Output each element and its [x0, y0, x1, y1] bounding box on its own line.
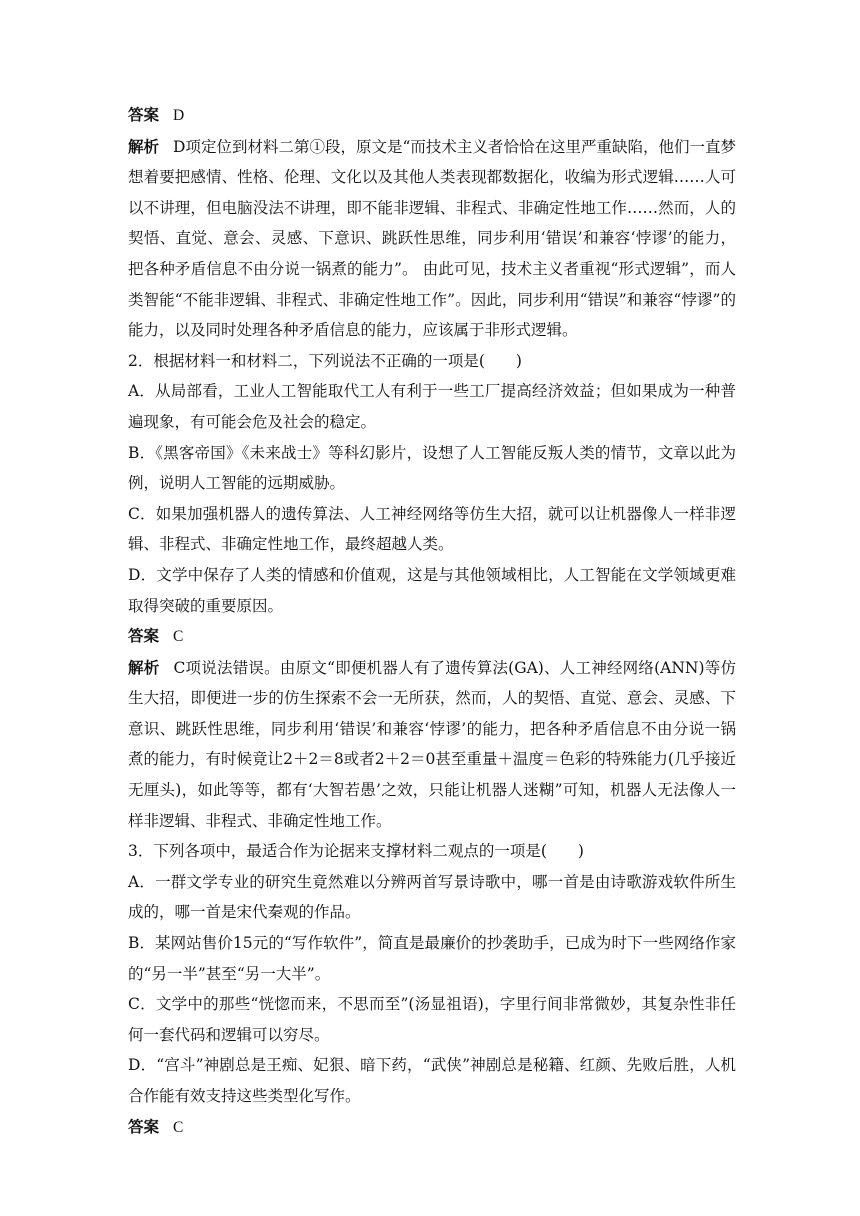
- analysis-label: 解析: [128, 137, 160, 156]
- question-2-stem: 2．根据材料一和材料二，下列说法不正确的一项是( ): [128, 351, 522, 370]
- answer-line: [128, 1112, 736, 1144]
- question-2-option-a: A．从局部看，工业人工智能取代工人有利于一些工厂提高经济效益；但如果成为一种普遍现象，有可能会危及社会的稳定。: [128, 382, 736, 431]
- analysis-paragraph: [128, 132, 736, 346]
- analysis-paragraph: [128, 653, 736, 837]
- question-3-option-a: A．一群文学专业的研究生竟然难以分辨两首写景诗歌中，哪一首是由诗歌游戏软件所生成的，哪一首是宋代秦观的作品。: [128, 872, 736, 922]
- question-3-option-d: D．“宫斗”神剧总是王痴、妃狠、暗下药，“武侠”神剧总是秘籍、红颜、先败后胜，人机合作能有效支持这些类型化写作。: [128, 1056, 736, 1105]
- question-3-option-c: C．文学中的那些“恍惚而来，不思而至”(汤显祖语)，字里行间非常微妙，其复杂性非任何一套代码和逻辑可以穷尽。: [128, 995, 736, 1044]
- answer-label: 答案: [128, 106, 160, 124]
- analysis-label: 解析: [128, 658, 160, 677]
- answer-label: 答案: [128, 627, 160, 646]
- answer-line: [128, 621, 736, 653]
- document-page: [128, 100, 736, 1143]
- answer-value: C: [173, 628, 184, 646]
- answer-line: [128, 100, 736, 132]
- analysis-text: D项定位到材料二第①段，原文是“而技术主义者恰恰在这里严重缺陷，他们一直梦想着要把感情、性格、伦理、文化以及其他人类表现都数据化，收编为形式逻辑……人可以不讲理，但电脑没法不讲理，即不能非逻辑、非程式、非确定性地工作……然而，人的契悟、直觉、意会、灵感、下意识、跳跃性思维，同步利用‘错误’和兼容‘悖谬’的能力，把各种矛盾信息不由分说一锅煮的能力”。 由此可见，技术主义者重视“形式逻辑”，而人类智能“不能非逻辑、非程式、非确定性地工作”。因此，同步利用“错误”和兼容“悖谬”的能力，以及同时处理各种矛盾信息的能力，应该属于非形式逻辑。: [128, 137, 736, 340]
- answer-value: D: [173, 107, 185, 124]
- question-2-option-c: C．如果加强机器人的遗传算法、人工神经网络等仿生大招，就可以让机器像人一样非逻辑、非程式、非确定性地工作，最终超越人类。: [128, 504, 736, 554]
- question-2-option-d: D．文学中保存了人类的情感和价值观，这是与其他领域相比，人工智能在文学领域更难取得突破的重要原因。: [128, 565, 736, 615]
- answer-label: 答案: [128, 1117, 160, 1136]
- question-3-stem: 3．下列各项中，最适合作为论据来支撑材料二观点的一项是( ): [128, 842, 584, 861]
- question-2-option-b: B．《黑客帝国》《未来战士》等科幻影片，设想了人工智能反叛人类的情节，文章以此为例，说明人工智能的远期威胁。: [128, 443, 736, 493]
- answer-value: C: [173, 1118, 184, 1136]
- question-3-option-b: B．某网站售价15元的“写作软件”，简直是最廉价的抄袭助手，已成为时下一些网络作家的“另一半”甚至“另一大半”。: [128, 934, 736, 983]
- analysis-text: C项说法错误。由原文“即便机器人有了遗传算法(GA)、人工神经网络(ANN)等仿生大招，即便进一步的仿生探索不会一无所获，然而，人的契悟、直觉、意会、灵感、下意识、跳跃性思维，同步利用‘错误’和兼容‘悖谬’的能力，把各种矛盾信息不由分说一锅煮的能力，有时候竟让2＋2＝8或者2＋2＝0甚至重量＋温度＝色彩的特殊能力(几乎接近无厘头)，如此等等，都有‘大智若愚’之效，只能让机器人迷糊”可知，机器人无法像人一样非逻辑、非程式、非确定性地工作。: [128, 658, 736, 830]
